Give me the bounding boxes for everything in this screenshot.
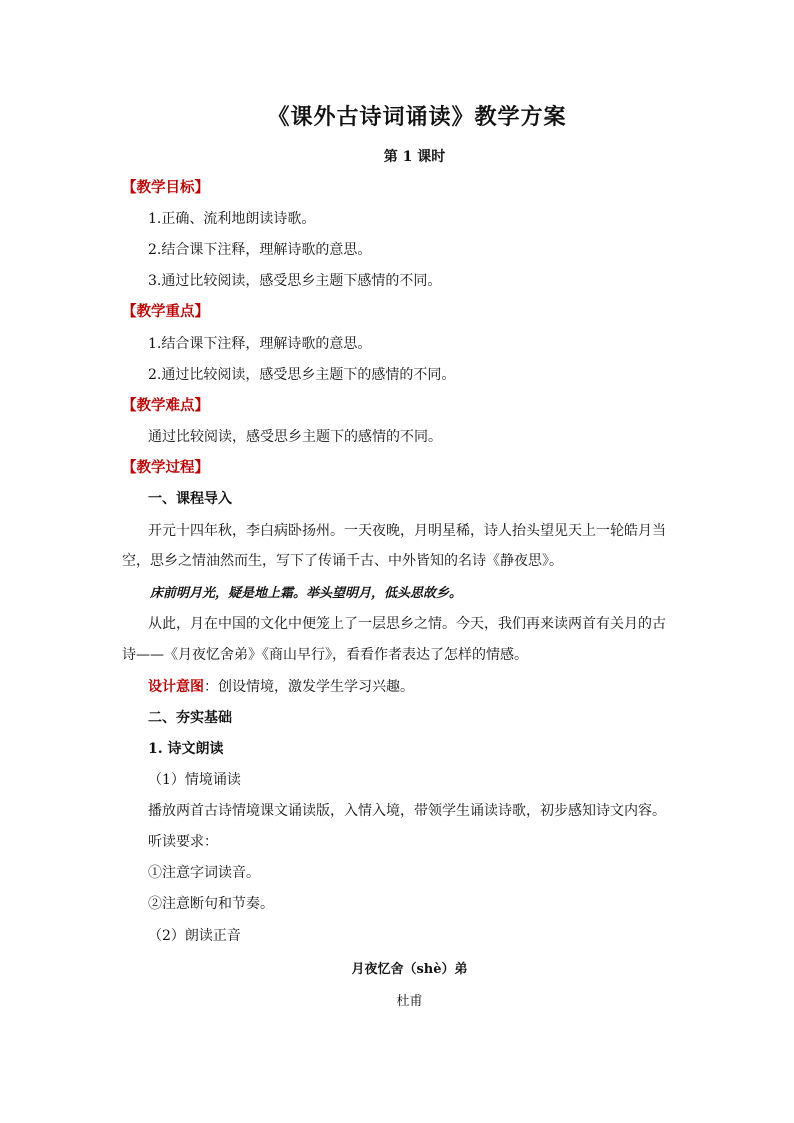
basics-heading: 二、夯实基础: [148, 710, 232, 726]
requirement-item: ①注意字词读音。: [148, 865, 260, 881]
poem-title: 月夜忆舍（shè）弟: [351, 962, 468, 977]
reading-heading: 1. 诗文朗读: [148, 741, 224, 757]
difficulty-text: 通过比较阅读，感受思乡主题下的感情的不同。: [148, 429, 442, 445]
intro-paragraph-line: 开元十四年秋，李白病卧扬州。一天夜晚，月明星稀，诗人抬头望见天上一轮皓月当: [148, 523, 666, 539]
intro-heading: 一、课程导入: [148, 491, 232, 507]
intro-paragraph-line: 从此，月在中国的文化中便笼上了一层思乡之情。今天，我们再来读两首有关月的古: [148, 616, 666, 632]
goal-item: 2.结合课下注释，理解诗歌的意思。: [148, 242, 372, 258]
intro-paragraph-line: 空，思乡之情油然而生，写下了传诵千古、中外皆知的名诗《静夜思》。: [122, 553, 563, 569]
poem-quote: 床前明月光，疑是地上霜。举头望明月，低头思故乡。: [150, 586, 463, 601]
intro-paragraph-line: 诗——《月夜忆舍弟》《商山早行》，看看作者表达了怎样的情感。: [122, 647, 528, 663]
difficulty-heading: 【教学难点】: [122, 397, 209, 414]
key-point-item: 2.通过比较阅读，感受思乡主题下的感情的不同。: [148, 367, 456, 383]
design-intent: [148, 676, 414, 696]
listening-requirements: 听读要求：: [148, 834, 218, 850]
step-one-text: 播放两首古诗情境课文诵读版，入情入境，带领学生诵读诗歌，初步感知诗文内容。: [148, 803, 666, 819]
poem-author: 杜甫: [396, 994, 423, 1009]
design-intent-text: ：创设情境，激发学生学习兴趣。: [204, 679, 414, 695]
goal-item: 3.通过比较阅读，感受思乡主题下感情的不同。: [148, 273, 442, 289]
design-intent-label: 设计意图: [148, 679, 204, 695]
requirement-item: ②注意断句和节奏。: [148, 896, 274, 912]
step-two: （2）朗读正音: [148, 928, 241, 944]
step-one: （1）情境诵读: [148, 772, 241, 788]
process-heading: 【教学过程】: [122, 459, 209, 476]
goal-item: 1.正确、流利地朗读诗歌。: [148, 211, 316, 227]
key-point-item: 1.结合课下注释，理解诗歌的意思。: [148, 336, 372, 352]
key-points-heading: 【教学重点】: [122, 303, 209, 320]
document-title: 《课外古诗词诵读》教学方案: [267, 104, 567, 130]
goals-heading: 【教学目标】: [122, 179, 209, 196]
lesson-number: 第 1 课时: [383, 149, 446, 165]
